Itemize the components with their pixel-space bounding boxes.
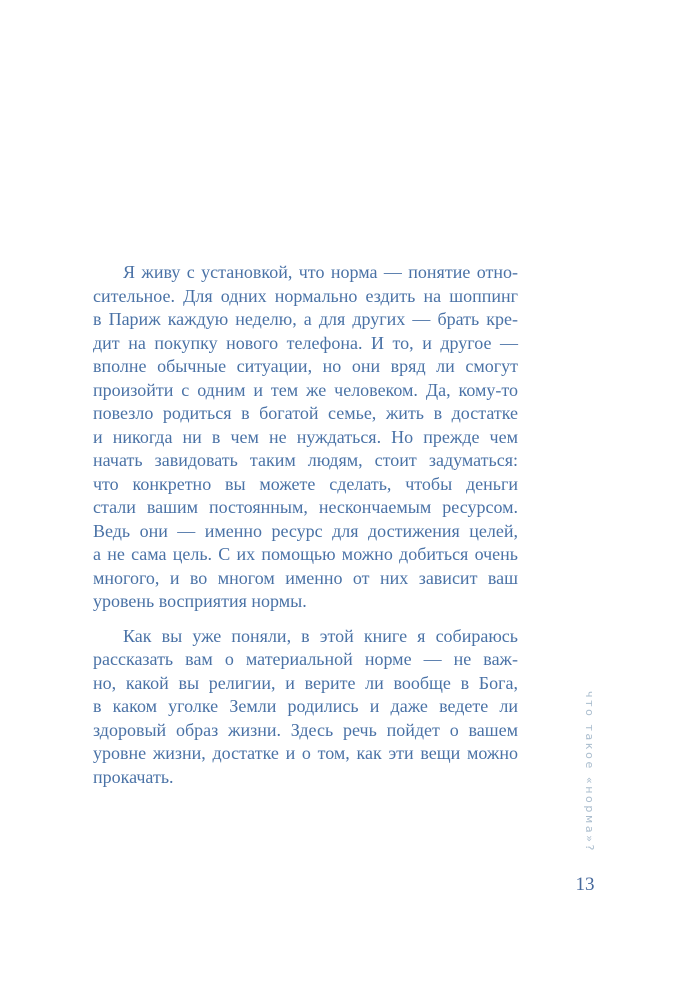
paragraph: [93, 625, 518, 790]
text-line: уровне жизни, достатке и о том, как эти вещи можно: [93, 743, 518, 763]
text-line: и никогда ни в чем не нуждаться. Но прежде чем: [93, 426, 518, 447]
text-line: в каком уголке Земли родились и даже ведете ли: [93, 696, 518, 716]
text-line: прокачать.: [93, 766, 174, 787]
text-line: вполне обычные ситуации, но они вряд ли смогут: [93, 356, 518, 376]
text-line: произойти с одним и тем же человеком. Да, кому-то: [93, 379, 518, 400]
text-line: в Париж каждую неделю, а для других — брать кре-: [93, 309, 518, 329]
text-line: Как вы уже поняли, в этой книге я собираюсь: [123, 625, 518, 646]
text-line: стали вашим постоянным, нескончаемым ресурсом.: [93, 497, 518, 517]
text-line: но, какой вы религии, и верите ли вообще в Бога,: [93, 672, 518, 693]
text-line: дит на покупку нового телефона. И то, и другое —: [93, 332, 518, 353]
text-line: а не сама цель. С их помощью можно добиться очень: [93, 544, 518, 564]
text-line: что конкретно вы можете сделать, чтобы деньги: [93, 473, 518, 494]
text-line: начать завидовать таким людям, стоит задуматься:: [93, 450, 518, 470]
text-line: рассказать вам о материальной норме — не важ-: [93, 649, 518, 669]
text-line: многого, и во многом именно от них зависит ваш: [93, 567, 518, 588]
chapter-title-vertical: что такое «норма»?: [583, 691, 596, 853]
text-line: Ведь они — именно ресурс для достижения целей,: [93, 520, 518, 541]
text-line: Я живу с установкой, что норма — понятие отно-: [123, 262, 518, 282]
paragraph: [93, 261, 518, 614]
text-line: повезло родиться в богатой семье, жить в достатке: [93, 403, 518, 423]
page-number: 13: [575, 874, 595, 895]
text-line: сительное. Для одних нормально ездить на шоппинг: [93, 285, 518, 306]
body-text: [93, 261, 518, 789]
text-line: здоровый образ жизни. Здесь речь пойдет о вашем: [93, 719, 518, 740]
text-line: уровень восприятия нормы.: [93, 591, 307, 611]
